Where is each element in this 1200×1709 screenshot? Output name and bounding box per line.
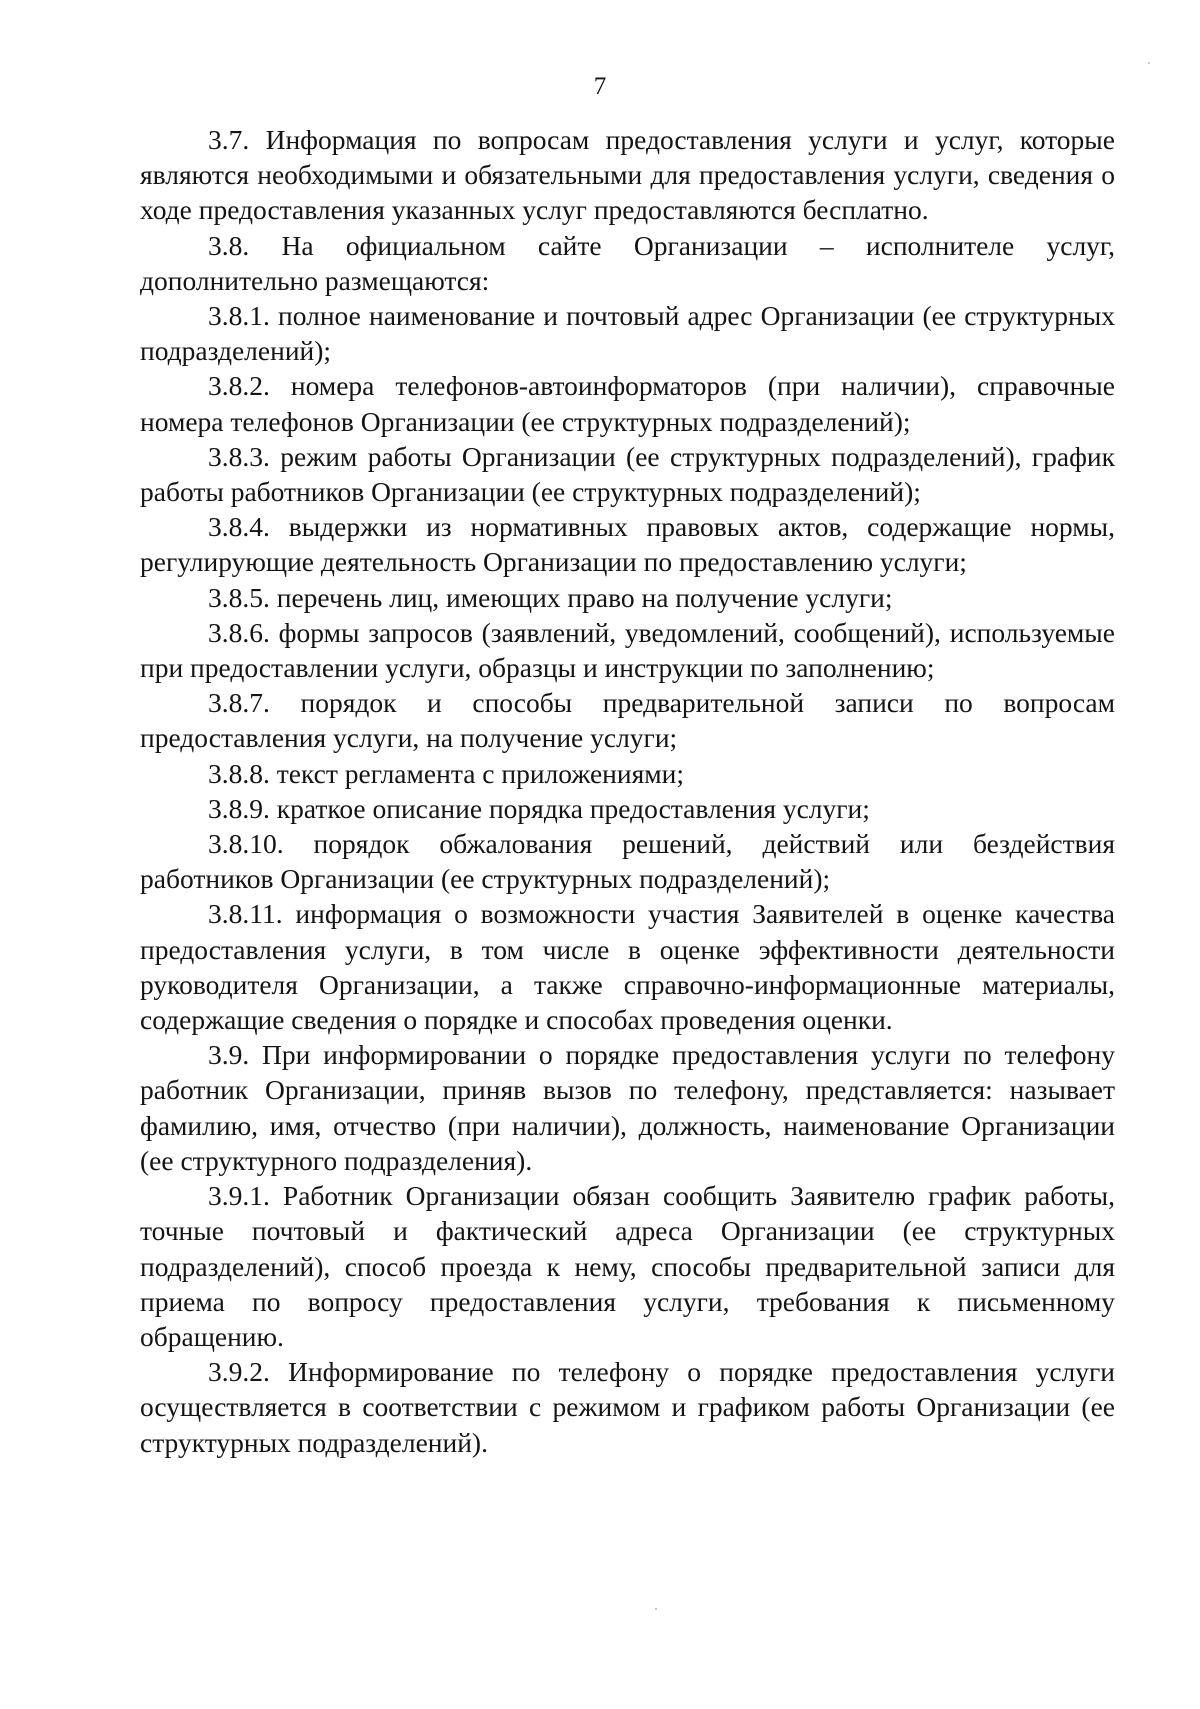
paragraph-3-8-8: 3.8.8. текст регламента с приложениями; bbox=[208, 757, 685, 789]
scan-speck bbox=[655, 1608, 657, 1610]
paragraph-3-9-2: 3.9.2. Информирование по телефону о порядке предоставления услуги осуществляется в соответствии с режимом и графиком работы Организации (ее структурных подразделений). bbox=[140, 1356, 1115, 1458]
paragraph-3-8-6: 3.8.6. формы запросов (заявлений, уведомлений, сообщений), используемые при предоставлении услуги, образцы и инструкции по заполнению; bbox=[140, 616, 1115, 684]
document-body bbox=[140, 122, 1115, 1460]
paragraph-3-8-7: 3.8.7. порядок и способы предварительной записи по вопросам предоставления услуги, на получение услуги; bbox=[140, 687, 1115, 754]
paragraph-3-9: 3.9. При информировании о порядке предоставления услуги по телефону работник Организации, приняв вызов по телефону, представляется: называет фамилию, имя, отчество (при наличии), должность, наименование Организации (ее структурного подразделения). bbox=[140, 1039, 1115, 1176]
paragraph-3-8-2: 3.8.2. номера телефонов-автоинформаторов (при наличии), справочные номера телефонов Организации (ее структурных подразделений); bbox=[140, 370, 1115, 437]
paragraph-3-9-1: 3.9.1. Работник Организации обязан сообщить Заявителю график работы, точные почтовый и фактический адреса Организации (ее структурных подразделений), способ проезда к нему, способы предварительной записи для приема по вопросу предоставления услуги, требования к письменному обращению. bbox=[140, 1180, 1115, 1352]
paragraph-3-8-10: 3.8.10. порядок обжалования решений, действий или бездействия работников Организации (ее структурных подразделений); bbox=[140, 828, 1115, 895]
page-number: 7 bbox=[593, 73, 607, 100]
paragraph-3-8-9: 3.8.9. краткое описание порядка предоставления услуги; bbox=[208, 792, 870, 824]
paragraph-3-8-5: 3.8.5. перечень лиц, имеющих право на получение услуги; bbox=[208, 581, 893, 613]
paragraph-3-8-3: 3.8.3. режим работы Организации (ее структурных подразделений), график работы работников Организации (ее структурных подразделений); bbox=[140, 440, 1115, 508]
paragraph-3-8-4: 3.8.4. выдержки из нормативных правовых актов, содержащие нормы, регулирующие деятельность Организации по предоставлению услуги; bbox=[140, 511, 1115, 578]
paragraph-3-8: 3.8. На официальном сайте Организации – исполнителе услуг, дополнительно размещаются: bbox=[140, 229, 1115, 296]
paragraph-3-8-1: 3.8.1. полное наименование и почтовый адрес Организации (ее структурных подразделений); bbox=[140, 300, 1115, 367]
scan-speck bbox=[1148, 62, 1150, 64]
paragraph-3-8-11: 3.8.11. информация о возможности участия Заявителей в оценке качества предоставления услуги, в том числе в оценке эффективности деятельности руководителя Организации, а также справочно-информационные материалы, содержащие сведения о порядке и способах проведения оценки. bbox=[140, 898, 1115, 1036]
paragraph-3-7: 3.7. Информация по вопросам предоставления услуги и услуг, которые являются необходимыми и обязательными для предоставления услуги, сведения о ходе предоставления указанных услуг предоставляются бесплатно. bbox=[140, 124, 1115, 226]
